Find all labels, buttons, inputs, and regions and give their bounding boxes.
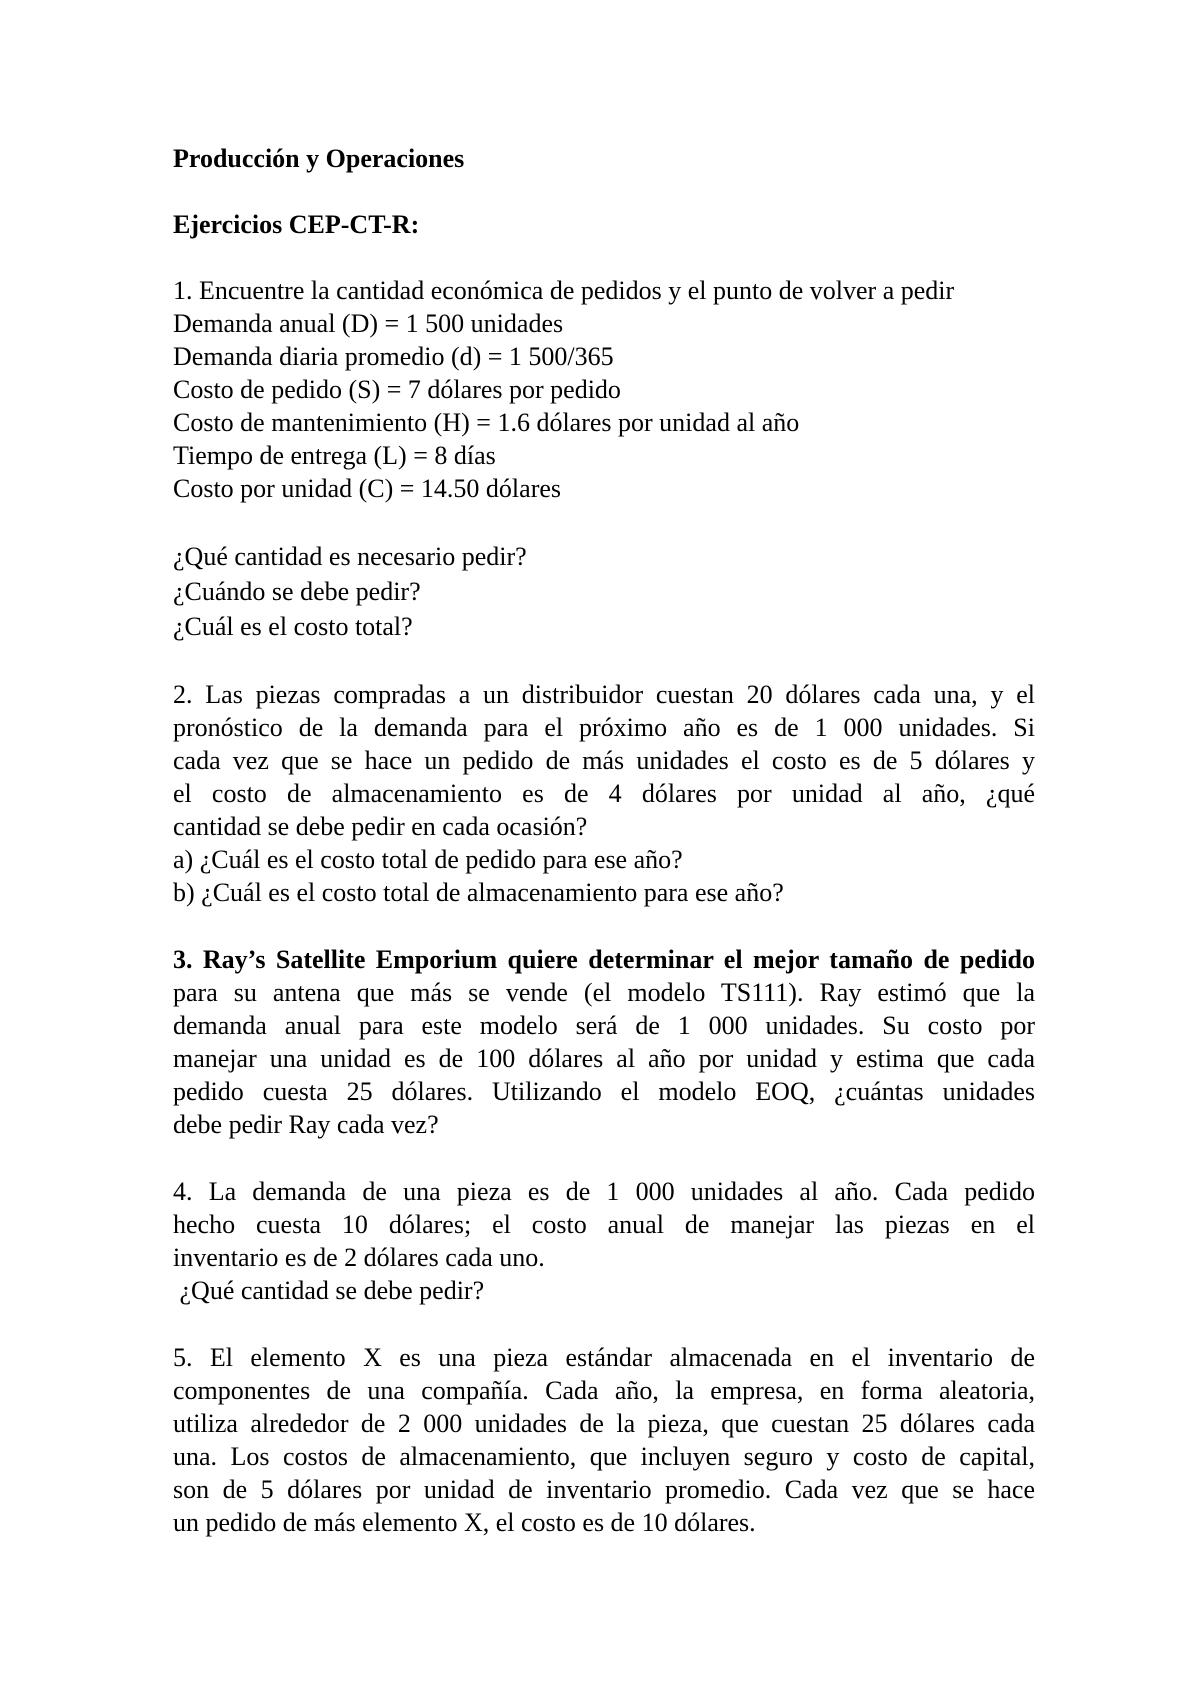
- exercise-1-line: Tiempo de entrega (L) = 8 días: [173, 441, 496, 470]
- exercise-5-line: una. Los costos de almacenamiento, que incluyen seguro y costo de capital,: [173, 1442, 1035, 1471]
- exercise-5-line: utiliza alrededor de 2 000 unidades de la pieza, que cuestan 25 dólares cada: [173, 1409, 1035, 1438]
- exercise-2-line: cada vez que se hace un pedido de más unidades el costo es de 5 dólares y: [173, 746, 1035, 775]
- exercise-1-question: ¿Cuál es el costo total?: [173, 612, 413, 641]
- exercise-3: [173, 943, 1035, 1141]
- exercise-1-line: Demanda anual (D) = 1 500 unidades: [173, 309, 564, 338]
- exercise-3-line: manejar una unidad es de 100 dólares al año por unidad y estima que cada: [173, 1044, 1035, 1073]
- spacer: [173, 909, 1035, 943]
- document-title: Producción y Operaciones: [173, 144, 465, 173]
- exercise-1-line: Demanda diaria promedio (d) = 1 500/365: [173, 342, 614, 371]
- exercise-1: [173, 274, 1035, 644]
- exercise-3-line: 3. Ray’s Satellite Emporium quiere determinar el mejor tamaño de pedido: [173, 945, 1035, 974]
- exercise-5-line: 5. El elemento X es una pieza estándar almacenada en el inventario de: [173, 1343, 1035, 1372]
- spacer: [173, 505, 1035, 539]
- exercise-2-line: el costo de almacenamiento es de 4 dólares por unidad al año, ¿qué: [173, 779, 1035, 808]
- exercise-4-line: hecho cuesta 10 dólares; el costo anual de manejar las piezas en el: [173, 1210, 1035, 1239]
- exercise-2-line: cantidad se debe pedir en cada ocasión?: [173, 812, 588, 841]
- exercise-1-question: ¿Cuándo se debe pedir?: [173, 577, 421, 606]
- exercise-2-line: 2. Las piezas compradas a un distribuidor cuestan 20 dólares cada una, y el: [173, 680, 1035, 709]
- document-body: [173, 142, 1035, 1539]
- spacer: [173, 1141, 1035, 1175]
- exercise-2: [173, 678, 1035, 909]
- exercise-3-line: demanda anual para este modelo será de 1 000 unidades. Su costo por: [173, 1011, 1035, 1040]
- spacer: [173, 175, 1035, 208]
- exercise-2-line: a) ¿Cuál es el costo total de pedido para ese año?: [173, 845, 683, 874]
- exercise-2-line: b) ¿Cuál es el costo total de almacenamiento para ese año?: [173, 878, 784, 907]
- spacer: [173, 241, 1035, 274]
- exercise-3-line: pedido cuesta 25 dólares. Utilizando el modelo EOQ, ¿cuántas unidades: [173, 1077, 1035, 1106]
- exercise-4-line: inventario es de 2 dólares cada uno.: [173, 1243, 545, 1272]
- exercise-5-line: un pedido de más elemento X, el costo es de 10 dólares.: [173, 1508, 756, 1537]
- exercise-3-line: debe pedir Ray cada vez?: [173, 1110, 439, 1139]
- exercise-5: [173, 1341, 1035, 1539]
- exercise-5-line: son de 5 dólares por unidad de inventario promedio. Cada vez que se hace: [173, 1475, 1035, 1504]
- exercise-1-line: Costo de pedido (S) = 7 dólares por pedido: [173, 375, 621, 404]
- exercise-1-line: Costo por unidad (C) = 14.50 dólares: [173, 474, 562, 503]
- spacer: [173, 1307, 1035, 1341]
- exercise-4: [173, 1175, 1035, 1307]
- exercise-1-line: 1. Encuentre la cantidad económica de pedidos y el punto de volver a pedir: [173, 276, 955, 305]
- exercise-5-line: componentes de una compañía. Cada año, la empresa, en forma aleatoria,: [173, 1376, 1035, 1405]
- exercise-4-line: 4. La demanda de una pieza es de 1 000 unidades al año. Cada pedido: [173, 1177, 1035, 1206]
- exercise-3-line: para su antena que más se vende (el modelo TS111). Ray estimó que la: [173, 978, 1035, 1007]
- exercise-2-line: pronóstico de la demanda para el próximo año es de 1 000 unidades. Si: [173, 713, 1035, 742]
- exercise-1-question: ¿Qué cantidad es necesario pedir?: [173, 542, 527, 571]
- document-subtitle: Ejercicios CEP-CT-R:: [173, 210, 420, 239]
- spacer: [173, 644, 1035, 678]
- exercise-1-line: Costo de mantenimiento (H) = 1.6 dólares por unidad al año: [173, 408, 800, 437]
- exercise-4-line: ¿Qué cantidad se debe pedir?: [173, 1276, 485, 1305]
